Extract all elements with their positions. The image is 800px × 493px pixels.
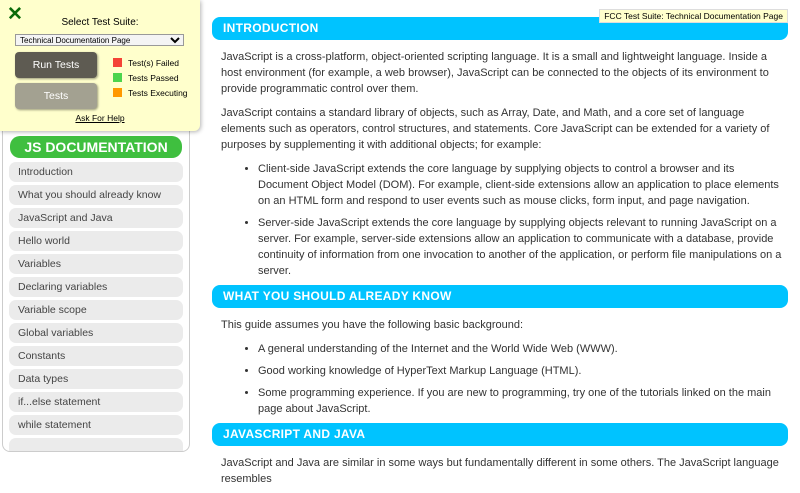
doc-section [212,17,788,279]
sidebar-item[interactable]: What you should already know [9,185,183,205]
main-doc [212,17,788,493]
ask-for-help-link[interactable]: Ask For Help [75,113,125,123]
paragraph: JavaScript is a cross-platform, object-oriented scripting language. It is a small and lightweight language. Inside a host environment (for example, a web browser), JavaScript can be connected to the objects of its environment to provide programmatic control over them. [221,51,769,95]
tests-button[interactable]: Tests [15,83,97,109]
legend-item [113,88,188,98]
doc-section [212,423,788,487]
sidebar-item[interactable]: JavaScript and Java [9,208,183,228]
status-swatch [113,73,122,82]
bullet-list [212,341,788,417]
test-suite-panel [0,0,200,131]
status-swatch [113,88,122,97]
status-swatch [113,58,122,67]
run-tests-button[interactable]: Run Tests [15,52,97,78]
select-suite-label: Select Test Suite: [61,17,139,28]
legend-item [113,73,179,83]
list-item: • Server-side JavaScript extends the core language by supplying objects relevant to running JavaScript on a server. For example, server-side extensions allow an application to communicate with a database, provide continuity of information from one invocation to another of the application, or perform file manipulations on a server. [258,215,784,279]
sidebar-title: JS DOCUMENTATION [10,136,182,158]
sidebar-item[interactable]: Variable scope [9,300,183,320]
legend-label: Test(s) Failed [128,58,180,68]
list-item: • A general understanding of the Internet and the World Wide Web (WWW). [258,341,784,357]
tooltip: FCC Test Suite: Technical Documentation Page [599,9,788,23]
legend-label: Tests Passed [128,73,179,83]
section-header [212,285,788,308]
sidebar-item[interactable]: Introduction [9,162,183,182]
close-icon[interactable]: ✕ [7,4,23,25]
list-item: • Some programming experience. If you are new to programming, try one of the tutorials linked on the main page about JavaScript. [258,385,784,417]
section-title: WHAT YOU SHOULD ALREADY KNOW [223,289,452,303]
list-item: • Client-side JavaScript extends the core language by supplying objects to control a browser and its Document Object Model (DOM). For example, client-side extensions allow an application to place elements on an HTML form and respond to user events such as mouse clicks, form input, and page navigation. [258,161,784,209]
doc-section [212,285,788,417]
sidebar-item[interactable]: Hello world [9,231,183,251]
list-item: • Good working knowledge of HyperText Markup Language (HTML). [258,363,784,379]
paragraph: JavaScript contains a standard library of objects, such as Array, Date, and Math, and a core set of language elements such as operators, control structures, and statements. Core JavaScript can be extended for a variety of purposes by supplementing it with additional objects; for example: [221,107,770,151]
sidebar-item[interactable]: Variables [9,254,183,274]
section-title: JAVASCRIPT AND JAVA [223,427,366,441]
paragraph: JavaScript and Java are similar in some ways but fundamentally different in some others. The JavaScript language resembles [221,457,779,485]
sidebar-item[interactable]: Data types [9,369,183,389]
test-suite-select[interactable] [15,34,184,46]
sidebar-item[interactable]: Global variables [9,323,183,343]
section-header [212,423,788,446]
sidebar-item[interactable]: Constants [9,346,183,366]
sidebar-item[interactable]: Declaring variables [9,277,183,297]
section-title: INTRODUCTION [223,21,319,35]
legend-item [113,58,179,68]
paragraph: This guide assumes you have the following basic background: [221,319,524,331]
legend-label: Tests Executing [128,88,188,98]
bullet-list [212,161,788,279]
sidebar-item[interactable]: while statement [9,415,183,435]
sidebar-item[interactable]: if...else statement [9,392,183,412]
